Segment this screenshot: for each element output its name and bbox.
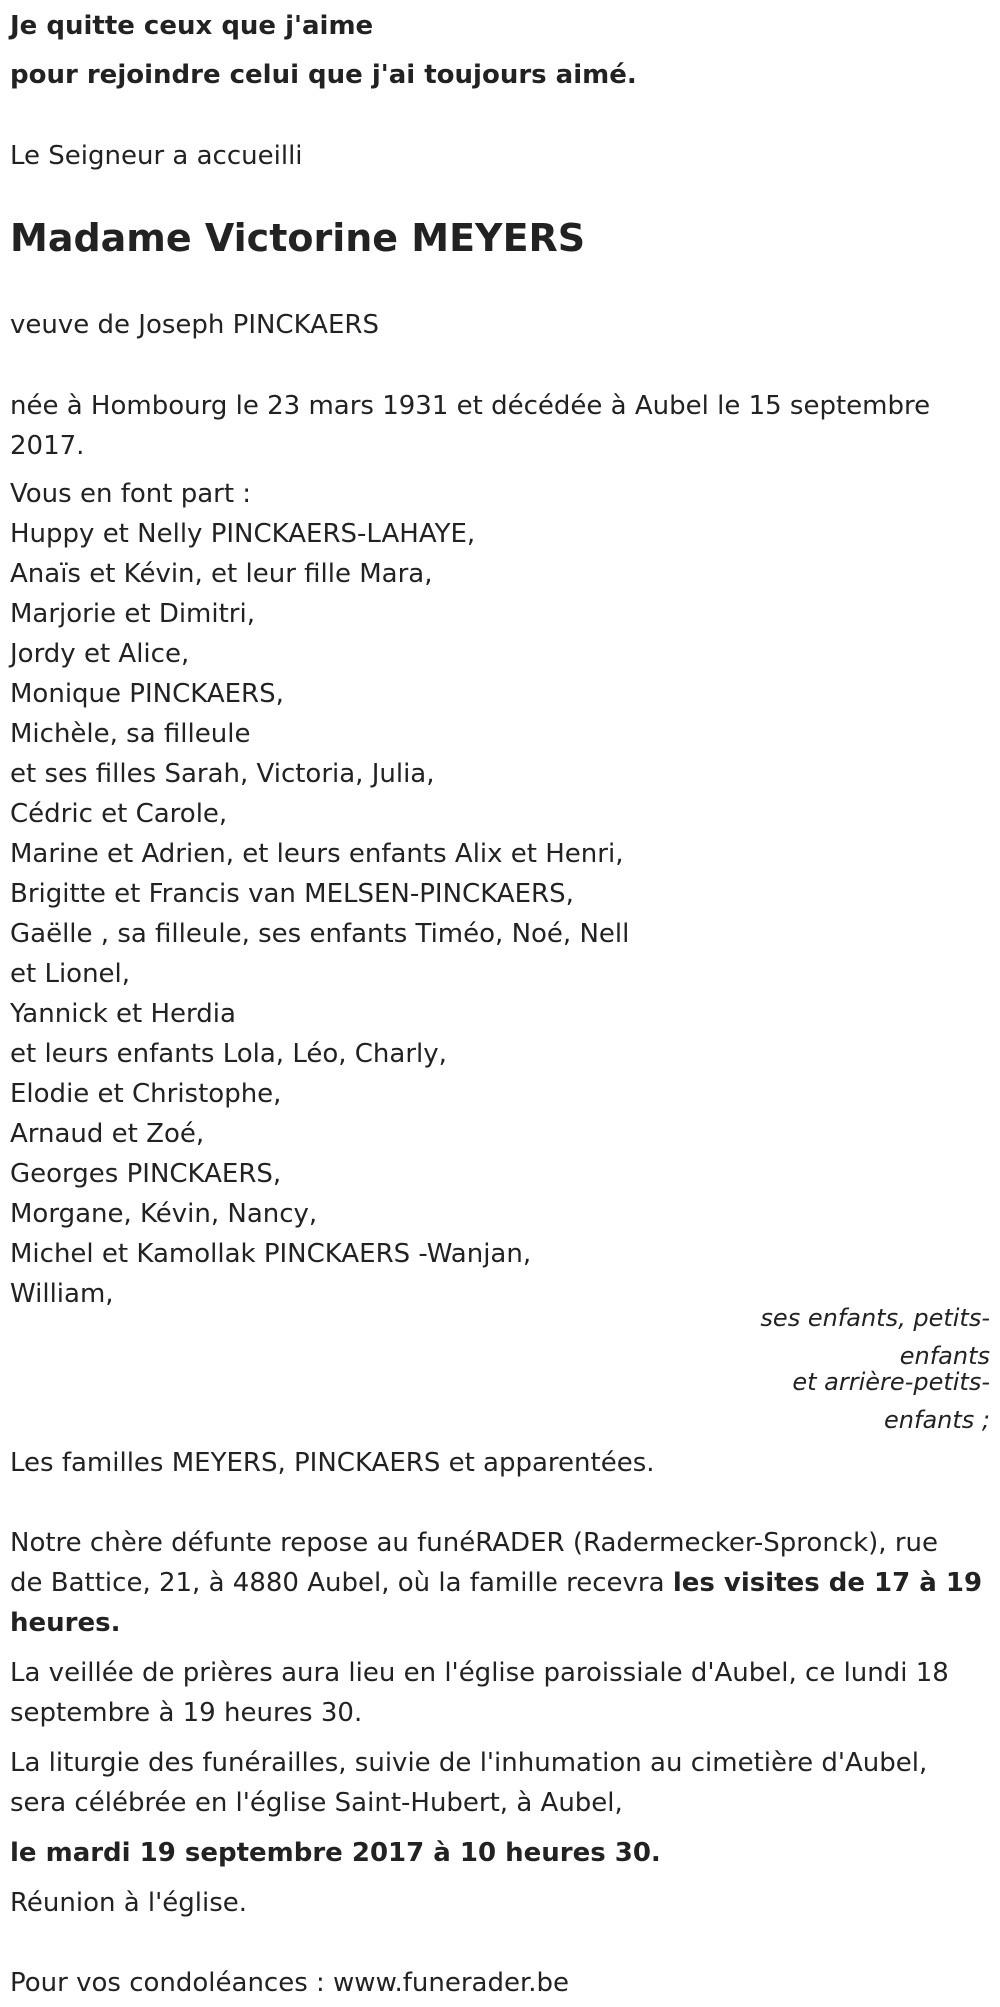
condolences-link[interactable]: Pour vos condoléances : www.funerader.be [10, 1968, 570, 1998]
vigil-line-1: La veillée de prières aura lieu en l'église paroissiale d'Aubel, ce lundi 18 [10, 1658, 949, 1688]
family-line: Georges PINCKAERS, [10, 1159, 282, 1189]
family-line: Morgane, Kévin, Nancy, [10, 1199, 318, 1229]
family-line: Anaïs et Kévin, et leur fille Mara, [10, 559, 433, 589]
meeting-text: Réunion à l'église. [10, 1888, 248, 1918]
family-line: et ses filles Sarah, Victoria, Julia, [10, 759, 435, 789]
family-line: William, [10, 1279, 114, 1309]
epigraph-line-2: pour rejoindre celui que j'ai toujours aimé. [10, 60, 637, 90]
announce-intro: Vous en font part : [10, 479, 252, 509]
intro-text: Le Seigneur a accueilli [10, 141, 303, 171]
epigraph-line-1: Je quitte ceux que j'aime [10, 11, 374, 41]
vigil-line-2: septembre à 19 heures 30. [10, 1698, 363, 1728]
family-line: Michèle, sa filleule [10, 719, 251, 749]
family-line: Gaëlle , sa filleule, ses enfants Timéo, Noé, Nell [10, 919, 630, 949]
rest-line-1: Notre chère défunte repose au funéRADER (Radermecker-Spronck), rue [10, 1528, 938, 1558]
relation-line-2: enfants [899, 1342, 990, 1370]
widow-of-text: veuve de Joseph PINCKAERS [10, 310, 379, 340]
families-text: Les familles MEYERS, PINCKAERS et apparentées. [10, 1448, 655, 1478]
family-line: Elodie et Christophe, [10, 1079, 282, 1109]
rest-line-3: heures. [10, 1608, 121, 1638]
family-line: Monique PINCKAERS, [10, 679, 284, 709]
funeral-date: le mardi 19 septembre 2017 à 10 heures 30. [10, 1838, 661, 1868]
dates-line-2: 2017. [10, 431, 85, 461]
visiting-hours: les visites de 17 à 19 [672, 1568, 983, 1598]
family-line: Cédric et Carole, [10, 799, 228, 829]
family-line: Arnaud et Zoé, [10, 1119, 205, 1149]
relation-line-1: ses enfants, petits- [760, 1304, 990, 1332]
family-line: Michel et Kamollak PINCKAERS -Wanjan, [10, 1239, 532, 1269]
family-line: Huppy et Nelly PINCKAERS-LAHAYE, [10, 519, 476, 549]
family-line: et leurs enfants Lola, Léo, Charly, [10, 1039, 447, 1069]
deceased-name: Madame Victorine MEYERS [10, 216, 586, 260]
relation-line-4: enfants ; [884, 1406, 990, 1434]
family-line: et Lionel, [10, 959, 131, 989]
family-line: Jordy et Alice, [10, 639, 190, 669]
relation-line-3: et arrière-petits- [792, 1368, 990, 1396]
rest-line-2-text: de Battice, 21, à 4880 Aubel, où la famille recevra [10, 1568, 673, 1598]
rest-line-2 [10, 1563, 982, 1603]
liturgy-line-1: La liturgie des funérailles, suivie de l'inhumation au cimetière d'Aubel, [10, 1748, 928, 1778]
liturgy-line-2: sera célébrée en l'église Saint-Hubert, à Aubel, [10, 1788, 623, 1818]
dates-line-1: née à Hombourg le 23 mars 1931 et décédée à Aubel le 15 septembre [10, 391, 931, 421]
family-line: Marjorie et Dimitri, [10, 599, 255, 629]
family-line: Brigitte et Francis van MELSEN-PINCKAERS, [10, 879, 574, 909]
family-line: Marine et Adrien, et leurs enfants Alix et Henri, [10, 839, 624, 869]
family-line: Yannick et Herdia [10, 999, 236, 1029]
